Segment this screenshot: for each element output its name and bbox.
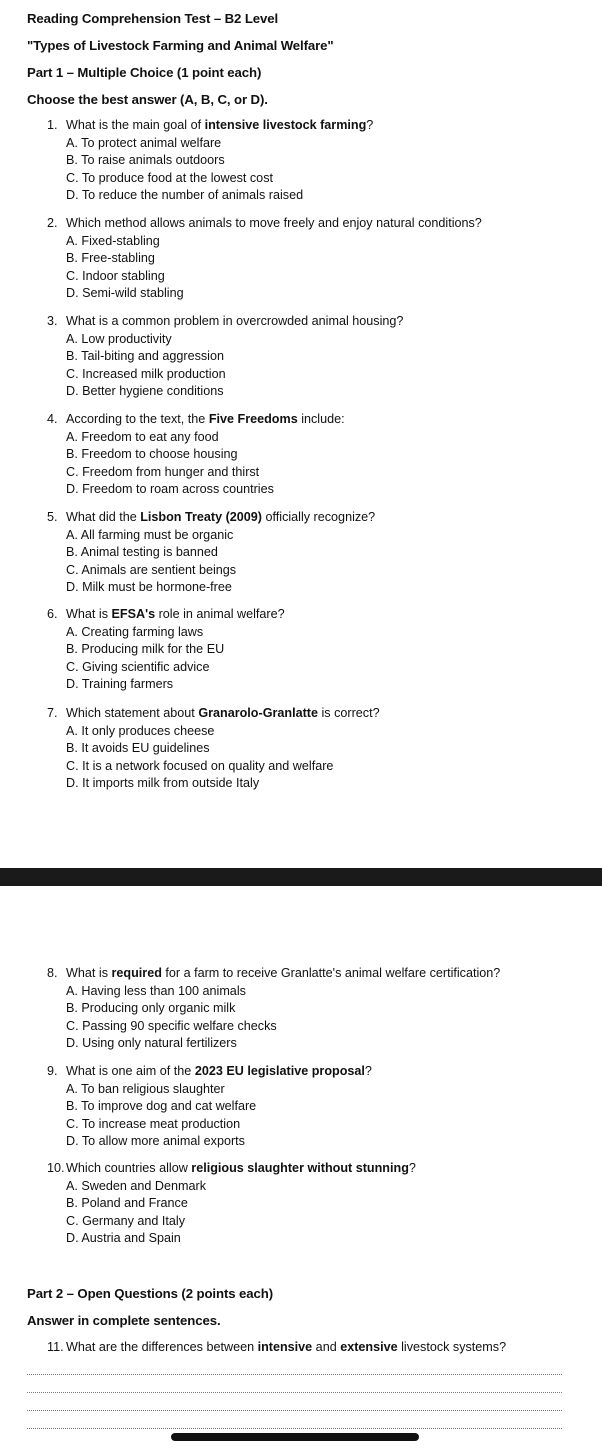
option-c[interactable]: C. Germany and Italy [66,1213,185,1228]
question-number: 7. [47,706,58,720]
question-text: What is [66,966,112,980]
scrollbar-handle[interactable] [171,1433,419,1441]
question-number: 3. [47,314,58,328]
question-7 [47,705,592,793]
option-a[interactable]: A. It only produces cheese [66,723,215,738]
answer-line[interactable] [27,1374,562,1375]
answer-line[interactable] [27,1428,562,1429]
question-number: 8. [47,966,58,980]
answer-line[interactable] [27,1392,562,1393]
option-a[interactable]: A. All farming must be organic [66,527,234,542]
question-emphasis: EFSA's [111,607,156,621]
question-emphasis: intensive [257,1340,313,1354]
option-d[interactable]: D. Semi-wild stabling [66,286,184,301]
question-emphasis: Granarolo-Granlatte [198,706,318,720]
question-emphasis: 2023 EU legislative proposal [194,1064,365,1078]
option-b[interactable]: B. Free-stabling [66,251,155,266]
question-text: What is a common problem in overcrowded animal housing? [66,314,404,328]
question-text-end: role in animal welfare? [155,607,285,621]
question-text: What are the differences between [66,1340,258,1354]
test-title: Reading Comprehension Test – B2 Level [27,11,279,26]
question-11 [47,1339,592,1357]
question-text: Which statement about [66,706,199,720]
part1-heading: Part 1 – Multiple Choice (1 point each) [27,65,262,80]
question-number: 4. [47,412,58,426]
question-number: 1. [47,118,58,132]
question-emphasis: Lisbon Treaty (2009) [140,510,262,524]
option-b[interactable]: B. It avoids EU guidelines [66,741,210,756]
question-10 [47,1160,592,1248]
option-c[interactable]: C. Passing 90 specific welfare checks [66,1018,277,1033]
option-d[interactable]: D. To reduce the number of animals raised [66,188,304,203]
option-a[interactable]: A. Having less than 100 animals [66,983,246,998]
option-c[interactable]: C. Giving scientific advice [66,659,210,674]
question-text: Which countries allow [66,1161,192,1175]
question-text: What is the main goal of [66,118,205,132]
reading-subtitle: "Types of Livestock Farming and Animal Welfare" [27,38,334,53]
option-d[interactable]: D. Freedom to roam across countries [66,482,274,497]
question-text-end: include: [297,412,345,426]
question-8 [47,965,592,1053]
option-a[interactable]: A. To ban religious slaughter [66,1081,225,1096]
question-text: What did the [66,510,141,524]
question-6 [47,606,592,694]
question-emphasis-2: extensive [340,1340,398,1354]
option-c[interactable]: C. To increase meat production [66,1116,241,1131]
question-number: 6. [47,607,58,621]
question-text-mid: and [312,1340,341,1354]
option-d[interactable]: D. Milk must be hormone-free [66,580,232,595]
question-text-end: ? [364,1064,372,1078]
part1-instruction: Choose the best answer (A, B, C, or D). [27,92,268,107]
question-text: What is one aim of the [66,1064,195,1078]
question-1 [47,117,592,205]
question-number: 9. [47,1064,58,1078]
option-a[interactable]: A. Freedom to eat any food [66,429,219,444]
question-text-end: livestock systems? [397,1340,507,1354]
question-text-end: is correct? [317,706,380,720]
question-4 [47,411,592,499]
question-number: 5. [47,510,58,524]
question-emphasis: religious slaughter without stunning [191,1161,409,1175]
option-c[interactable]: C. To produce food at the lowest cost [66,170,273,185]
question-text: Which method allows animals to move freely and enjoy natural conditions? [66,216,482,230]
option-d[interactable]: D. It imports milk from outside Italy [66,776,260,791]
question-text: According to the text, the [66,412,209,426]
question-number: 10. [47,1161,65,1175]
option-a[interactable]: A. Fixed-stabling [66,233,160,248]
option-c[interactable]: C. Indoor stabling [66,268,165,283]
question-2 [47,215,592,303]
option-c[interactable]: C. Increased milk production [66,366,226,381]
option-b[interactable]: B. Tail-biting and aggression [66,349,224,364]
option-b[interactable]: B. To improve dog and cat welfare [66,1099,257,1114]
question-emphasis: intensive livestock farming [204,118,367,132]
option-a[interactable]: A. Creating farming laws [66,624,204,639]
question-number: 2. [47,216,58,230]
option-c[interactable]: C. Freedom from hunger and thirst [66,464,260,479]
question-emphasis: required [111,966,162,980]
question-5 [47,509,592,597]
option-d[interactable]: D. Training farmers [66,677,174,692]
part2-heading: Part 2 – Open Questions (2 points each) [27,1286,273,1301]
option-a[interactable]: A. To protect animal welfare [66,135,222,150]
option-b[interactable]: B. Poland and France [66,1196,188,1211]
option-c[interactable]: C. It is a network focused on quality and welfare [66,758,334,773]
page-break-bar [0,868,602,886]
option-b[interactable]: B. Animal testing is banned [66,545,218,560]
question-text-end: officially recognize? [262,510,376,524]
answer-line[interactable] [27,1410,562,1411]
option-b[interactable]: B. Freedom to choose housing [66,447,238,462]
option-c[interactable]: C. Animals are sentient beings [66,562,237,577]
question-text-end: for a farm to receive Granlatte's animal welfare certification? [161,966,501,980]
option-b[interactable]: B. Producing only organic milk [66,1001,236,1016]
question-3 [47,313,592,401]
option-d[interactable]: D. Austria and Spain [66,1231,181,1246]
question-text-end: ? [366,118,374,132]
option-a[interactable]: A. Sweden and Denmark [66,1178,207,1193]
question-emphasis: Five Freedoms [208,412,298,426]
option-b[interactable]: B. Producing milk for the EU [66,642,225,657]
option-d[interactable]: D. Using only natural fertilizers [66,1036,237,1051]
option-d[interactable]: D. To allow more animal exports [66,1134,245,1149]
question-text-end: ? [408,1161,416,1175]
option-a[interactable]: A. Low productivity [66,331,172,346]
question-number: 11. [47,1340,64,1354]
option-b[interactable]: B. To raise animals outdoors [66,153,225,168]
question-9 [47,1063,592,1151]
option-d[interactable]: D. Better hygiene conditions [66,384,224,399]
part2-instruction: Answer in complete sentences. [27,1313,221,1328]
question-text: What is [66,607,112,621]
